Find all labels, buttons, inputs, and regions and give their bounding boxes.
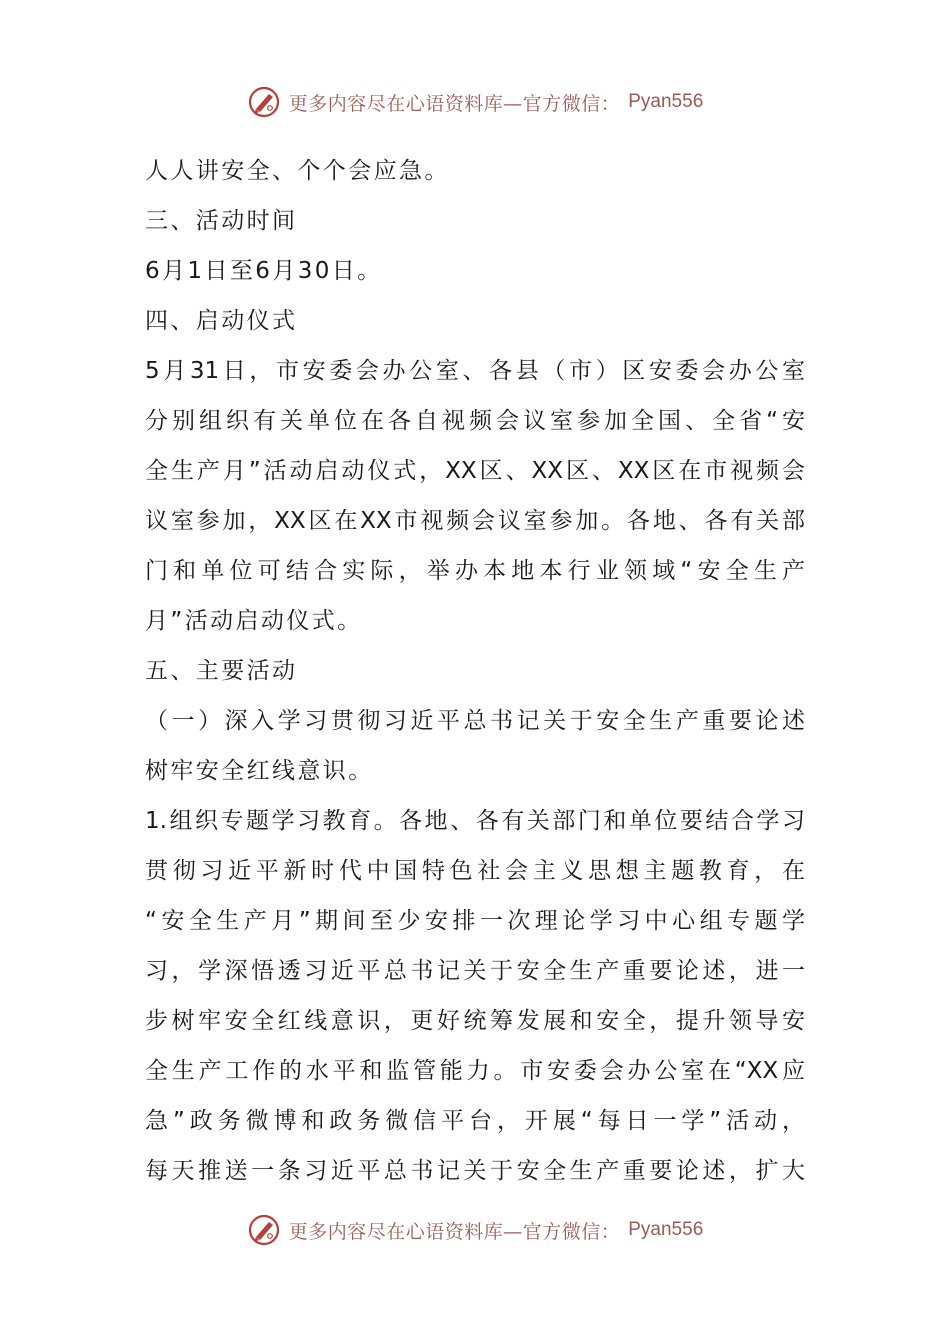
pen-seal-icon — [247, 1213, 281, 1247]
text-line: 议室参加，XX区在XX市视频会议室参加。各地、各有关部 — [145, 508, 805, 534]
watermark-wechat-id: Pyan556 — [628, 91, 704, 112]
document-body — [145, 146, 805, 1196]
text-line: 全生产工作的水平和监管能力。市安委会办公室在“XX应 — [145, 1058, 805, 1084]
text-line: 分别组织有关单位在各自视频会议室参加全国、全省“安 — [145, 408, 805, 434]
text-line: 门和单位可结合实际，举办本地本行业领域“安全生产 — [145, 558, 805, 584]
section-heading: 四、启动仪式 — [145, 308, 298, 334]
watermark-banner-bottom — [0, 1210, 950, 1250]
text-line: “安全生产月”期间至少安排一次理论学习中心组专题学 — [145, 908, 805, 934]
watermark-banner-top — [0, 82, 950, 122]
text-line: 习，学深悟透习近平总书记关于安全生产重要论述，进一 — [145, 958, 805, 984]
text-line: 急”政务微博和政务微信平台，开展“每日一学”活动， — [145, 1108, 805, 1134]
text-line: 5月31日，市安委会办公室、各县（市）区安委会办公室 — [145, 358, 805, 384]
text-line: 树牢安全红线意识。 — [145, 758, 374, 784]
text-line: 1.组织专题学习教育。各地、各有关部门和单位要结合学习 — [145, 808, 805, 834]
watermark-text: 更多内容尽在心语资料库—官方微信： — [288, 92, 621, 115]
pen-seal-icon — [247, 85, 281, 119]
text-line: 贯彻习近平新时代中国特色社会主义思想主题教育，在 — [145, 858, 805, 884]
text-line: 人人讲安全、个个会应急。 — [145, 158, 450, 184]
watermark-wechat-id: Pyan556 — [628, 1219, 704, 1240]
text-line: 步树牢安全红线意识，更好统筹发展和安全，提升领导安 — [145, 1008, 805, 1034]
text-line: 每天推送一条习近平总书记关于安全生产重要论述，扩大 — [145, 1158, 805, 1184]
watermark-text: 更多内容尽在心语资料库—官方微信： — [288, 1220, 621, 1243]
text-line: 6月1日至6月30日。 — [145, 258, 383, 284]
text-line: 月”活动启动仪式。 — [145, 608, 363, 634]
section-heading: 三、活动时间 — [145, 208, 298, 234]
section-heading: 五、主要活动 — [145, 658, 298, 684]
subsection-heading: （一）深入学习贯彻习近平总书记关于安全生产重要论述 — [145, 708, 805, 734]
text-line: 全生产月”活动启动仪式，XX区、XX区、XX区在市视频会 — [145, 458, 805, 484]
